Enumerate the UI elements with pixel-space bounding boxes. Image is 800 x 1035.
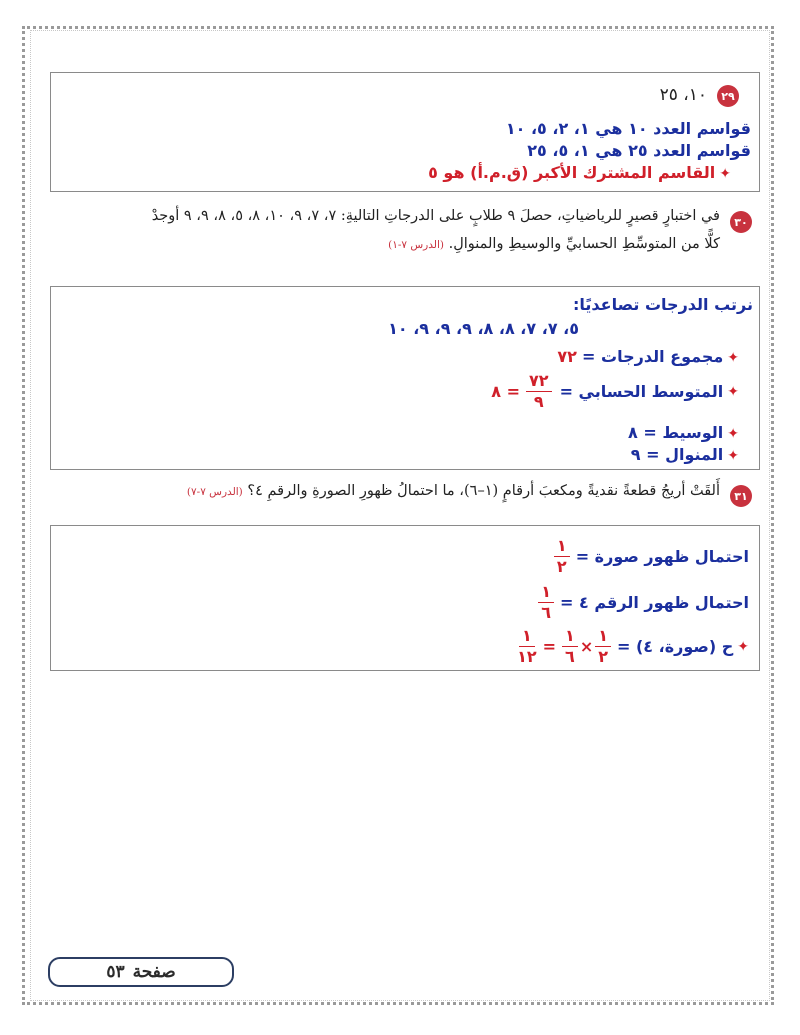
- q30-mean: ✦ المتوسط الحسابي = $\frac{٧٢}{٩}$ = ٨: [491, 371, 739, 411]
- q29-gcf: ✦القاسم المشترك الأكبر (ق.م.أ) هو ٥: [428, 163, 731, 182]
- q30-heading: نرتب الدرجات تصاعديًا:: [573, 295, 753, 314]
- question-number-badge: ٣٠: [730, 211, 752, 233]
- lesson-reference: (الدرس ٧-١): [388, 239, 444, 251]
- diamond-bullet-icon: ✦: [719, 166, 731, 182]
- q29-numbers: ١٠، ٢٥: [659, 85, 707, 105]
- q29-factors-10: قواسم العدد ١٠ هي ١، ٢، ٥، ١٠: [505, 119, 751, 138]
- diamond-bullet-icon: ✦: [727, 383, 739, 400]
- q30-mode: ✦المنوال = ٩: [630, 445, 739, 464]
- answer-box-q29: [50, 72, 760, 192]
- question-number-badge: ٣١: [730, 485, 752, 507]
- q30-question-line1: في اختبارٍ قصيرٍ للرياضياتِ، حصلَ ٩ طلابٍ على الدرجاتِ التاليةِ: ٧، ٧، ٩، ١٠، ٨، ٥، ٨، ٩، ٩ أوجدْ: [151, 208, 720, 224]
- q31-prob-four: احتمال ظهور الرقم ٤ = $\frac{١}{٦}$: [536, 584, 749, 621]
- fraction: $\frac{١}{٦}$: [562, 628, 578, 665]
- fraction: $\frac{١}{٦}$: [538, 584, 554, 621]
- fraction: $\frac{١}{٢}$: [554, 538, 570, 575]
- q29-factors-25: قواسم العدد ٢٥ هي ١، ٥، ٢٥: [527, 141, 751, 160]
- q31-prob-head: احتمال ظهور صورة = $\frac{١}{٢}$: [552, 538, 749, 575]
- lesson-reference: (الدرس ٧-٧): [186, 486, 243, 498]
- answer-box-q31: [50, 525, 760, 671]
- diamond-bullet-icon: ✦: [727, 350, 739, 366]
- page-number-label: صفحة ٥٣: [48, 957, 234, 987]
- diamond-bullet-icon: ✦: [727, 448, 739, 464]
- q30-median: ✦الوسيط = ٨: [628, 423, 739, 442]
- mean-fraction: $\frac{٧٢}{٩}$: [526, 373, 552, 410]
- fraction: $\frac{١}{١٢}$: [517, 626, 537, 666]
- q30-sorted-scores: ٥، ٧، ٧، ٨، ٨، ٩، ٩، ٩، ١٠: [388, 319, 579, 338]
- q31-question: أَلقَتْ أريجُ قطعةً نقديةً ومكعبَ أرقامٍ (١–٦)، ما احتمالُ ظهورِ الصورةِ والرقمِ ٤؟ (الدرس ٧-٧): [186, 483, 720, 499]
- answer-box-q30: [50, 286, 760, 470]
- q30-sum: ✦مجموع الدرجات = ٧٢: [557, 347, 739, 366]
- diamond-bullet-icon: ✦: [727, 426, 739, 442]
- question-number-badge: ٢٩: [717, 85, 739, 107]
- fraction: $\frac{١}{٢}$: [595, 628, 611, 665]
- q30-question-line2: كلًّا من المتوسِّطِ الحسابيِّ والوسيطِ والمنوالِ. (الدرس ٧-١): [388, 236, 720, 252]
- diamond-bullet-icon: ✦: [737, 638, 749, 655]
- q31-joint-prob: ✦ ح (صورة، ٤) = $\frac{١}{٢}$ × $\frac{١}{٦}$ = $\frac{١}{١٢}$: [517, 626, 749, 666]
